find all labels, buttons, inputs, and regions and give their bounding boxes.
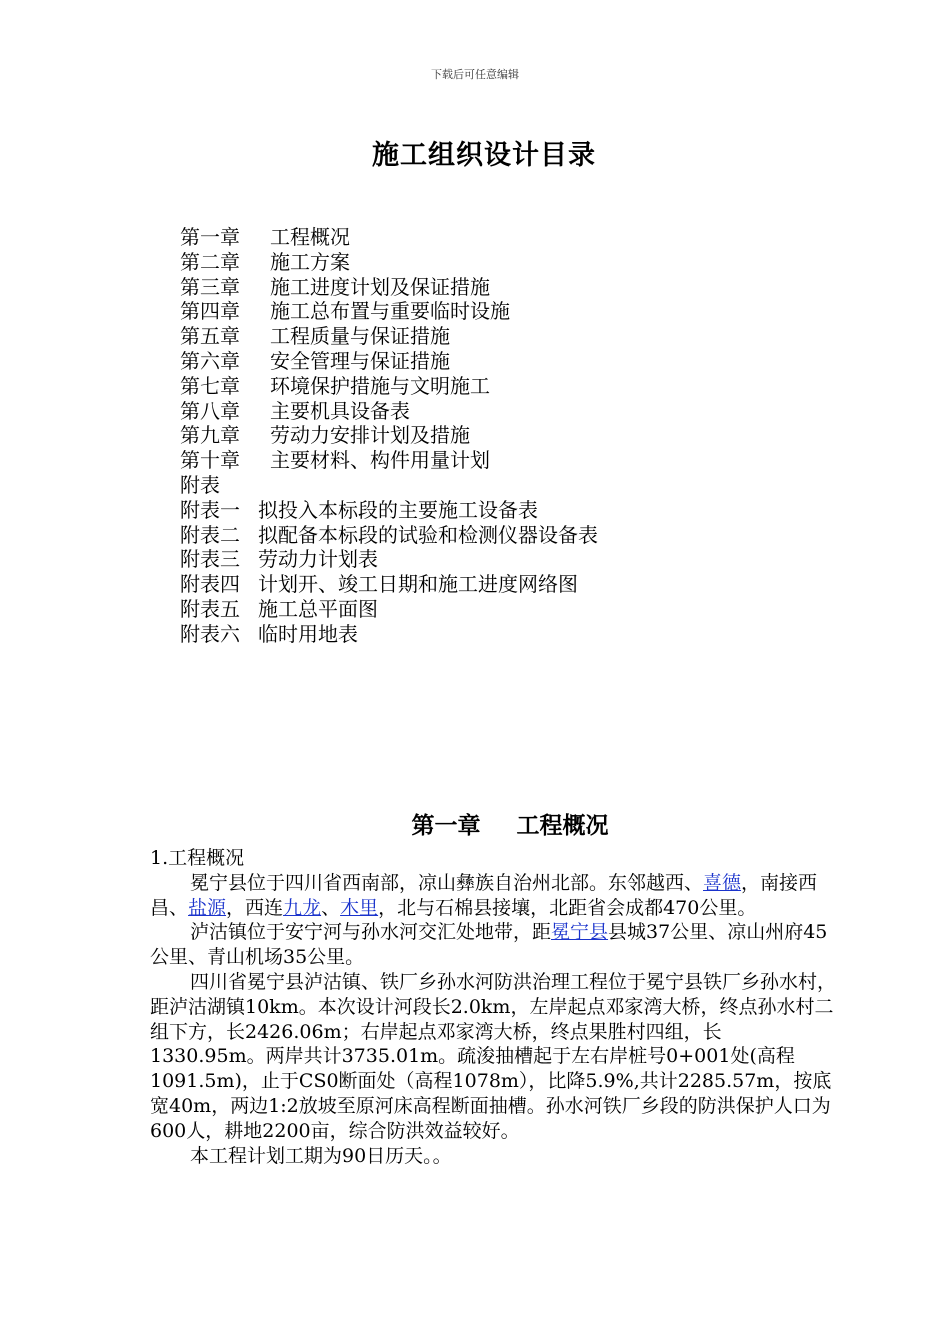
toc-item-title: 安全管理与保证措施	[270, 348, 450, 373]
toc-item-number: 第九章	[180, 423, 240, 448]
toc-item-number: 第五章	[180, 324, 240, 349]
toc-item-title: 拟投入本标段的主要施工设备表	[258, 497, 538, 522]
table-of-contents	[180, 225, 780, 647]
toc-item	[180, 423, 780, 448]
section-heading: 1.工程概况	[150, 847, 245, 869]
toc-item-title: 工程概况	[270, 225, 350, 249]
link-muli[interactable]: 木里	[340, 896, 379, 919]
toc-item	[180, 374, 780, 399]
toc-item	[180, 399, 780, 424]
toc-item	[180, 572, 780, 597]
toc-item-title: 临时用地表	[258, 621, 358, 646]
link-yanyuan[interactable]: 盐源	[188, 896, 227, 919]
toc-item-title: 工程质量与保证措施	[270, 324, 450, 349]
toc-item-number: 附表一	[180, 497, 240, 522]
toc-item	[180, 622, 780, 647]
chapter-title: 工程概况	[516, 812, 609, 839]
chapter-number: 第一章	[411, 812, 481, 839]
toc-item-title: 主要机具设备表	[270, 398, 410, 423]
paragraph-text: 、	[321, 896, 341, 919]
toc-item	[180, 275, 780, 300]
toc-item	[180, 547, 780, 572]
paragraph	[150, 920, 840, 970]
toc-item-number: 附表四	[180, 572, 240, 597]
toc-item-title: 劳动力计划表	[258, 547, 378, 572]
page-header-watermark: 下载后可任意编辑	[431, 68, 519, 81]
toc-item-title: 施工进度计划及保证措施	[270, 274, 490, 299]
toc-item	[180, 324, 780, 349]
paragraph-text: 县城37公里、凉山州府45公里、青山机场35公里。	[150, 921, 828, 969]
paragraph-text: ，北与石棉县接壤，北距省会成都470公里。	[378, 896, 757, 919]
toc-item-number: 第一章	[180, 225, 240, 249]
toc-item-number: 第八章	[180, 398, 240, 423]
toc-item	[180, 225, 780, 250]
paragraph-text: 泸沽镇位于安宁河与孙水河交汇处地带，距	[190, 921, 552, 944]
toc-item	[180, 498, 780, 523]
toc-item-number: 附表六	[180, 621, 240, 646]
toc-item-title: 环境保护措施与文明施工	[270, 373, 490, 398]
toc-item-number: 第七章	[180, 373, 240, 398]
toc-item	[180, 523, 780, 548]
toc-item-title: 拟配备本标段的试验和检测仪器设备表	[258, 522, 598, 547]
link-mianning-county[interactable]: 冕宁县	[551, 921, 609, 944]
toc-item	[180, 448, 780, 473]
toc-item	[180, 349, 780, 374]
toc-item-number: 第三章	[180, 274, 240, 299]
chapter-body	[150, 846, 840, 1168]
chapter-heading	[0, 807, 950, 840]
toc-item-title: 主要材料、构件用量计划	[270, 448, 490, 473]
paragraph: 本工程计划工期为90日历天。。	[190, 1144, 452, 1167]
toc-item-number: 第二章	[180, 249, 240, 274]
paragraph: 四川省冕宁县泸沽镇、铁厂乡孙水河防洪治理工程位于冕宁县铁厂乡孙水村，距泸沽湖镇10km。本次设计河段长2.0km，左岸起点邓家湾大桥，终点孙水村二组下方，长2426.06m；右岸起点邓家湾大桥，终点果胜村四组，长 1330.95m。两岸共计3735.01m。疏浚抽槽起于左右岸桩号0+001处(高程1091.5m)，止于CS0断面处（高程1078m），比降5.9%,共计2285.57m，按底宽40m，两边1:2放坡至原河床高程断面抽槽。孙水河铁厂乡段的防洪保护人口为600人，耕地2200亩，综合防洪效益较好。	[150, 970, 837, 1142]
toc-item-title: 施工方案	[270, 249, 350, 274]
toc-title: 施工组织设计目录	[372, 140, 596, 171]
toc-item-number: 第四章	[180, 299, 240, 324]
toc-item-title: 施工总平面图	[258, 596, 378, 621]
toc-item-title: 劳动力安排计划及措施	[270, 423, 470, 448]
toc-item	[180, 250, 780, 275]
link-jiulong[interactable]: 九龙	[283, 896, 322, 919]
paragraph-text: ，西连	[226, 896, 284, 919]
link-xide[interactable]: 喜德	[703, 871, 742, 894]
toc-item	[180, 299, 780, 324]
toc-item-number: 附表五	[180, 596, 240, 621]
toc-item-number: 附表三	[180, 547, 240, 572]
toc-item-title: 施工总布置与重要临时设施	[270, 299, 510, 324]
toc-item	[180, 597, 780, 622]
toc-item-number: 附表二	[180, 522, 240, 547]
toc-item-title: 计划开、竣工日期和施工进度网络图	[258, 572, 578, 597]
paragraph	[150, 871, 840, 921]
toc-appendix-heading: 附表	[180, 472, 220, 497]
paragraph-text: ，南接西昌、	[150, 871, 818, 919]
paragraph-text: 冕宁县位于四川省西南部，凉山彝族自治州北部。东邻越西、	[190, 871, 704, 894]
toc-item-number: 第六章	[180, 348, 240, 373]
toc-item-number: 第十章	[180, 448, 240, 473]
